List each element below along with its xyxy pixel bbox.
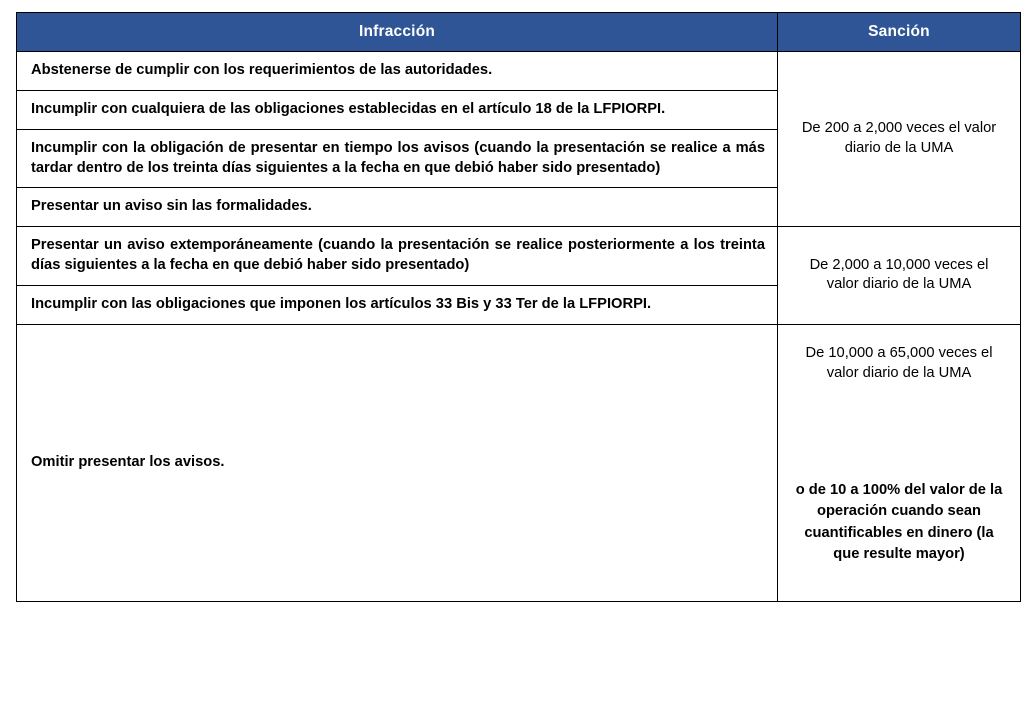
infraccion-cell-5: Presentar un aviso extemporáneamente (cuando la presentación se realice posteriormente a los treinta días siguientes a la fecha en que debió haber sido presentado) [17,227,778,286]
table-row [17,324,1021,601]
infraccion-cell-4: Presentar un aviso sin las formalidades. [17,188,778,227]
infraccion-cell-1: Abstenerse de cumplir con los requerimientos de las autoridades. [17,52,778,91]
infraccion-cell-7: Omitir presentar los avisos. [17,324,778,601]
sanctions-table [16,12,1021,602]
sancion-cell-3 [778,324,1021,601]
column-header-infraccion: Infracción [17,13,778,52]
column-header-sancion: Sanción [778,13,1021,52]
infraccion-cell-6: Incumplir con las obligaciones que imponen los artículos 33 Bis y 33 Ter de la LFPIORPI. [17,285,778,324]
table-header-row [17,13,1021,52]
table-row [17,227,1021,286]
sancion-cell-2: De 2,000 a 10,000 veces el valor diario de la UMA [778,227,1021,325]
infraccion-cell-2: Incumplir con cualquiera de las obligaciones establecidas en el artículo 18 de la LFPIORPI. [17,90,778,129]
table-row [17,52,1021,91]
sancion-cell-1: De 200 a 2,000 veces el valor diario de la UMA [778,52,1021,227]
sancion-cell-3-bottom: o de 10 a 100% del valor de la operación cuando sean cuantificables en dinero (la que resulte mayor) [795,481,1003,562]
sancion-cell-3-top: De 10,000 a 65,000 veces el valor diario de la UMA [805,344,993,382]
infraccion-cell-3: Incumplir con la obligación de presentar en tiempo los avisos (cuando la presentación se realice a más tardar dentro de los treinta días siguientes a la fecha en que debió haber sido presentado) [17,129,778,188]
